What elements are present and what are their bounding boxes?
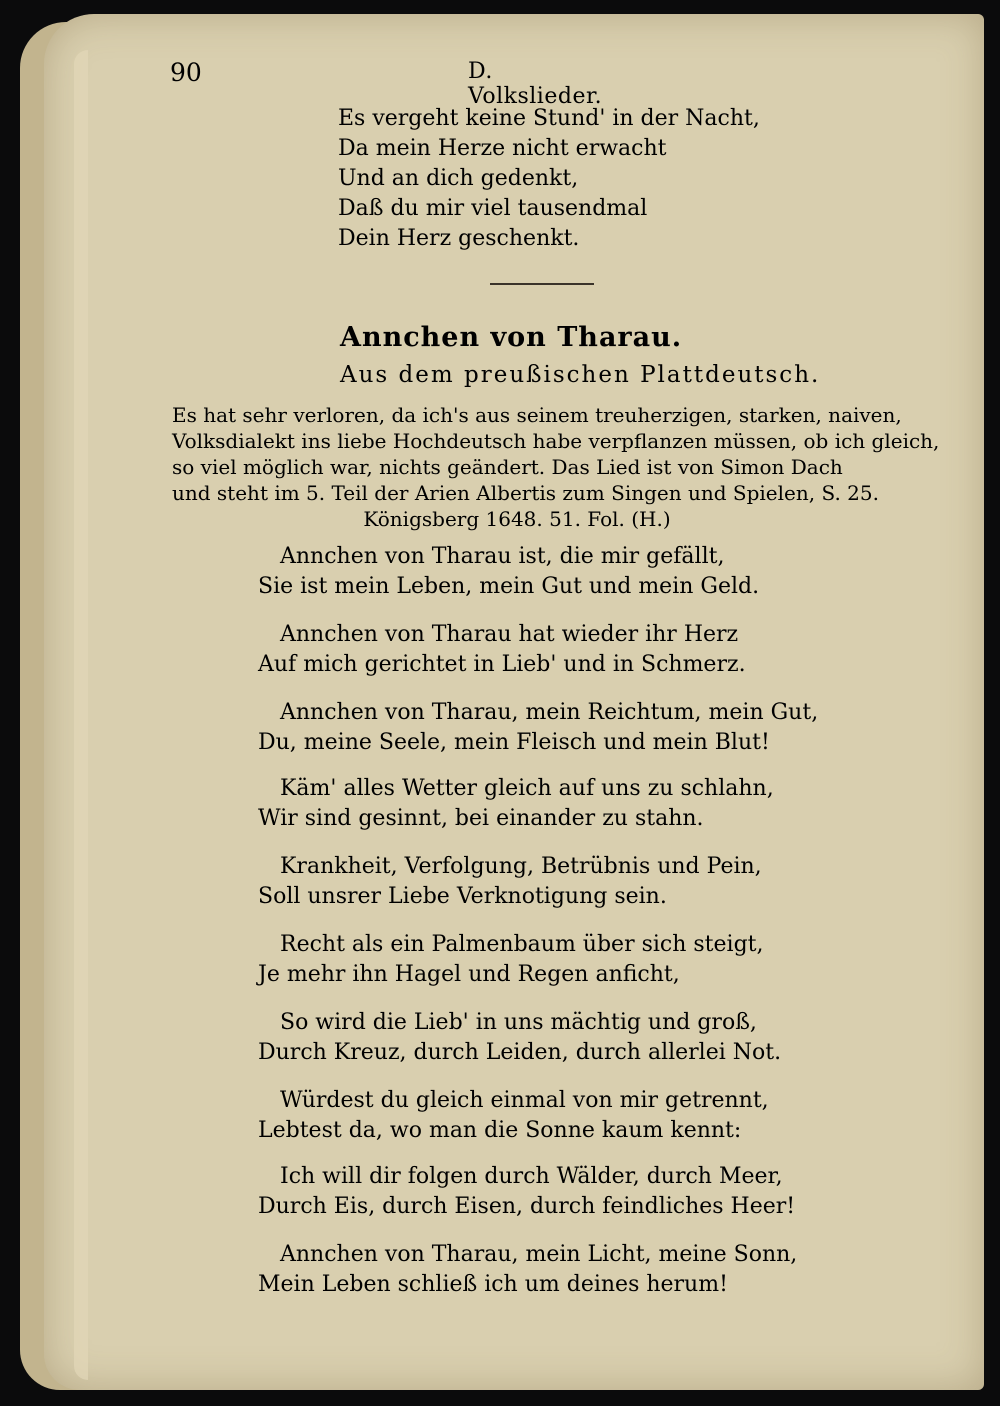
- verse-line: Da mein Herze nicht erwacht: [338, 136, 667, 161]
- verse-line: Durch Eis, durch Eisen, durch feindliches Heer!: [258, 1194, 796, 1219]
- running-title: D. Volkslieder.: [468, 59, 603, 109]
- stanza: [258, 1086, 769, 1146]
- page-header: [170, 58, 630, 109]
- verse-line: Soll unsrer Liebe Verknotigung sein.: [258, 884, 667, 909]
- verse-line: Daß du mir viel tausendmal: [338, 196, 648, 221]
- song-subtitle: Aus dem preußischen Plattdeutsch.: [340, 362, 821, 388]
- verse-line: Auf mich gerichtet in Lieb' und in Schmerz.: [258, 652, 746, 677]
- verse-line: Käm' alles Wetter gleich auf uns zu schlahn,: [280, 776, 774, 801]
- verse-line: Annchen von Tharau ist, die mir gefällt,: [280, 544, 725, 569]
- first-stanza: [338, 104, 760, 254]
- verse-line: Lebtest da, wo man die Sonne kaum kennt:: [258, 1118, 742, 1143]
- verse-line: Und an dich gedenkt,: [338, 166, 579, 191]
- stanza: [258, 774, 774, 834]
- stanza: [258, 852, 762, 912]
- stanza: [258, 698, 818, 758]
- page-edge: [74, 50, 88, 1380]
- verse-line: Durch Kreuz, durch Leiden, durch allerlei Not.: [258, 1040, 782, 1065]
- section-divider: [490, 283, 594, 285]
- note-line: so viel möglich war, nichts geändert. Das Lied ist von Simon Dach: [172, 455, 843, 479]
- verse-line: Würdest du gleich einmal von mir getrennt,: [280, 1088, 769, 1113]
- verse-line: Annchen von Tharau, mein Licht, meine Sonn,: [280, 1242, 798, 1267]
- stanza: [258, 1162, 795, 1222]
- stanza: [258, 1240, 797, 1300]
- verse-line: Du, meine Seele, mein Fleisch und mein Blut!: [258, 730, 770, 755]
- editorial-note: [172, 402, 940, 532]
- verse-line: Sie ist mein Leben, mein Gut und mein Geld.: [258, 574, 760, 599]
- note-line: Es hat sehr verloren, da ich's aus seinem treuherzigen, starken, naiven,: [172, 403, 902, 427]
- verse-line: Krankheit, Verfolgung, Betrübnis und Pein,: [280, 854, 762, 879]
- verse-line: Je mehr ihn Hagel und Regen anficht,: [258, 962, 680, 987]
- verse-line: So wird die Lieb' in uns mächtig und groß,: [280, 1010, 757, 1035]
- stanza: [258, 542, 759, 602]
- note-line: Königsberg 1648. 51. Fol. (H.): [363, 507, 671, 531]
- verse-line: Recht als ein Palmenbaum über sich steigt,: [280, 932, 764, 957]
- verse-line: Es vergeht keine Stund' in der Nacht,: [338, 106, 760, 131]
- verse-line: Ich will dir folgen durch Wälder, durch Meer,: [280, 1164, 783, 1189]
- stanza: [258, 930, 764, 990]
- note-line: und steht im 5. Teil der Arien Albertis zum Singen und Spielen, S. 25.: [172, 481, 879, 505]
- note-line: Volksdialekt ins liebe Hochdeutsch habe verpflanzen müssen, ob ich gleich,: [172, 429, 940, 453]
- verse-line: Mein Leben schließ ich um deines herum!: [258, 1272, 728, 1297]
- verse-line: Annchen von Tharau hat wieder ihr Herz: [280, 622, 739, 647]
- page-number: 90: [170, 58, 202, 87]
- stanza: [258, 620, 746, 680]
- verse-line: Wir sind gesinnt, bei einander zu stahn.: [258, 806, 704, 831]
- verse-line: Dein Herz geschenkt.: [338, 226, 580, 251]
- stanza: [258, 1008, 781, 1068]
- song-title: Annchen von Tharau.: [340, 322, 683, 353]
- verse-line: Annchen von Tharau, mein Reichtum, mein Gut,: [280, 700, 819, 725]
